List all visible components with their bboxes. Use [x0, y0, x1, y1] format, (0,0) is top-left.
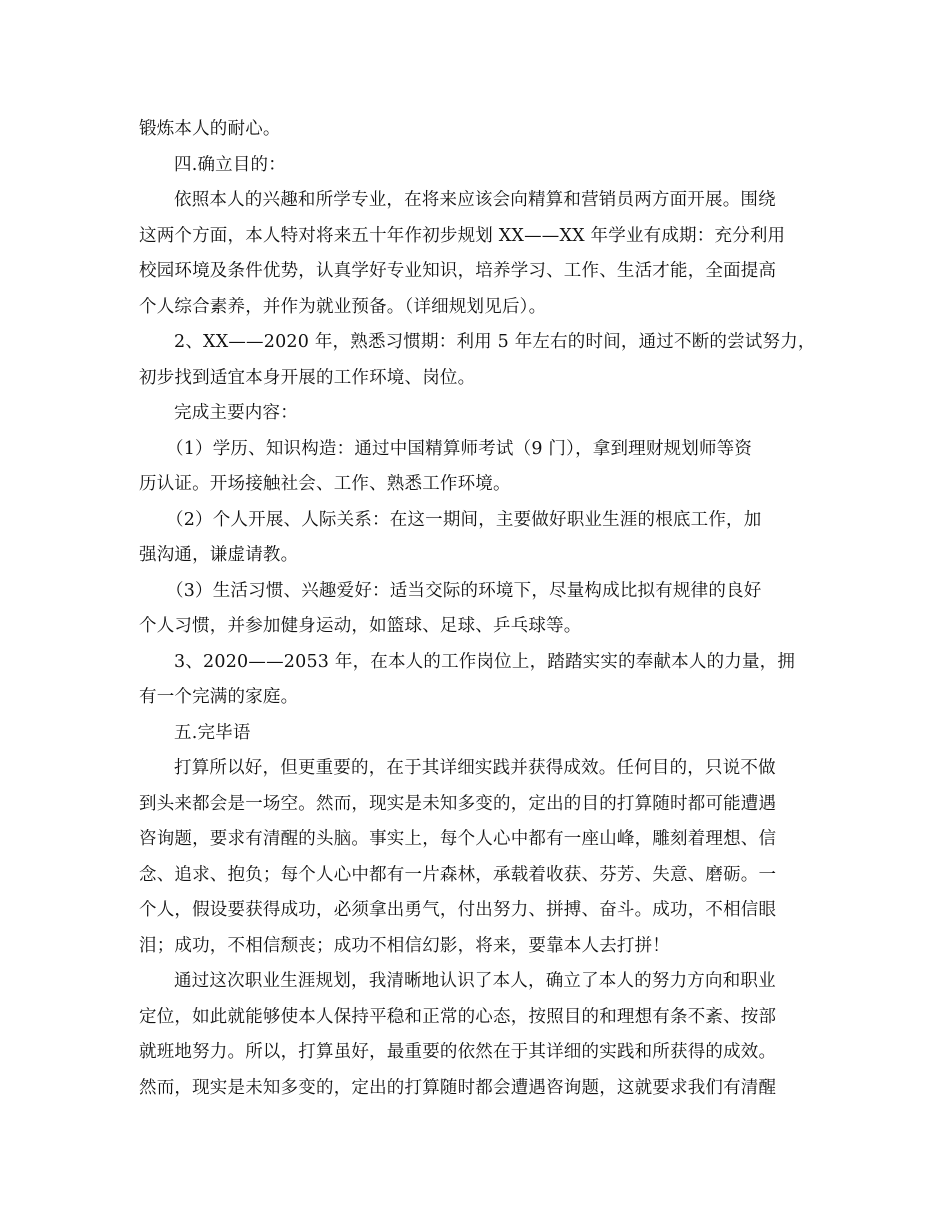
- text-line: 到头来都会是一场空。然而，现实是未知多变的，定出的目的打算随时都可能遭遇: [139, 793, 777, 814]
- text-line: 锻炼本人的耐心。: [139, 119, 281, 139]
- text-line: （2）个人开展、人际关系：在这一期间，主要做好职业生涯的根底工作，加: [166, 509, 762, 530]
- text-line: 历认证。开场接触社会、工作、熟悉工作环境。: [139, 474, 511, 494]
- text-line: 个人习惯，并参加健身运动，如篮球、足球、乒乓球等。: [139, 616, 582, 636]
- text-line: 依照本人的兴趣和所学专业，在将来应该会向精算和营销员两方面开展。围绕: [174, 190, 776, 210]
- document-body: [139, 112, 819, 1106]
- text-line: 念、追求、抱负；每个人心中都有一片森林，承载着收获、芬芳、失意、磨砺。一: [139, 864, 777, 885]
- text-line: 这两个方面，本人特对将来五十年作初步规划 XX——XX 年学业有成期：充分利用: [139, 225, 786, 246]
- text-line: 校园环境及条件优势，认真学好专业知识，培养学习、工作、生活才能，全面提高: [139, 261, 777, 281]
- text-line: 个人综合素养，并作为就业预备。（详细规划见后）。: [139, 296, 547, 317]
- text-line: 2、XX——2020 年，熟悉习惯期：利用 5 年左右的时间，通过不断的尝试努力，: [174, 332, 816, 352]
- text-line: 然而，现实是未知多变的，定出的打算随时都会遭遇咨询题，这就要求我们有清醒: [139, 1077, 777, 1098]
- text-line: （3）生活习惯、兴趣爱好：适当交际的环境下，尽量构成比拟有规律的良好: [166, 580, 762, 601]
- text-line: 3、2020——2053 年，在本人的工作岗位上，踏踏实实的奉献本人的力量，拥: [174, 651, 796, 672]
- text-line: 有一个完满的家庭。: [139, 687, 299, 707]
- text-line: 打算所以好，但更重要的，在于其详细实践并获得成效。任何目的，只说不做: [174, 758, 776, 778]
- text-line: 咨询题，要求有清醒的头脑。事实上，每个人心中都有一座山峰，雕刻着理想、信: [139, 829, 777, 849]
- text-line: 四.确立目的：: [174, 154, 286, 175]
- text-line: 个人，假设要获得成功，必须拿出勇气，付出努力、拼搏、奋斗。成功，不相信眼: [139, 900, 777, 920]
- text-line: 通过这次职业生涯规划，我清晰地认识了本人，确立了本人的努力方向和职业: [174, 971, 776, 991]
- text-line: 强沟通，谦虚请教。: [139, 545, 299, 565]
- text-line: 就班地努力。所以，打算虽好，最重要的依然在于其详细的实践和所获得的成效。: [139, 1042, 777, 1062]
- text-line: （1）学历、知识构造：通过中国精算师考试（9 门），拿到理财规划师等资: [166, 438, 753, 459]
- text-line: 五.完毕语: [174, 722, 251, 743]
- text-line: 初步找到适宜本身开展的工作环境、岗位。: [139, 367, 476, 388]
- text-line: 定位，如此就能够使本人保持平稳和正常的心态，按照目的和理想有条不紊、按部: [139, 1006, 777, 1027]
- text-line: 泪；成功，不相信颓丧；成功不相信幻影，将来，要靠本人去打拼！: [139, 935, 670, 956]
- text-line: 完成主要内容：: [174, 403, 298, 423]
